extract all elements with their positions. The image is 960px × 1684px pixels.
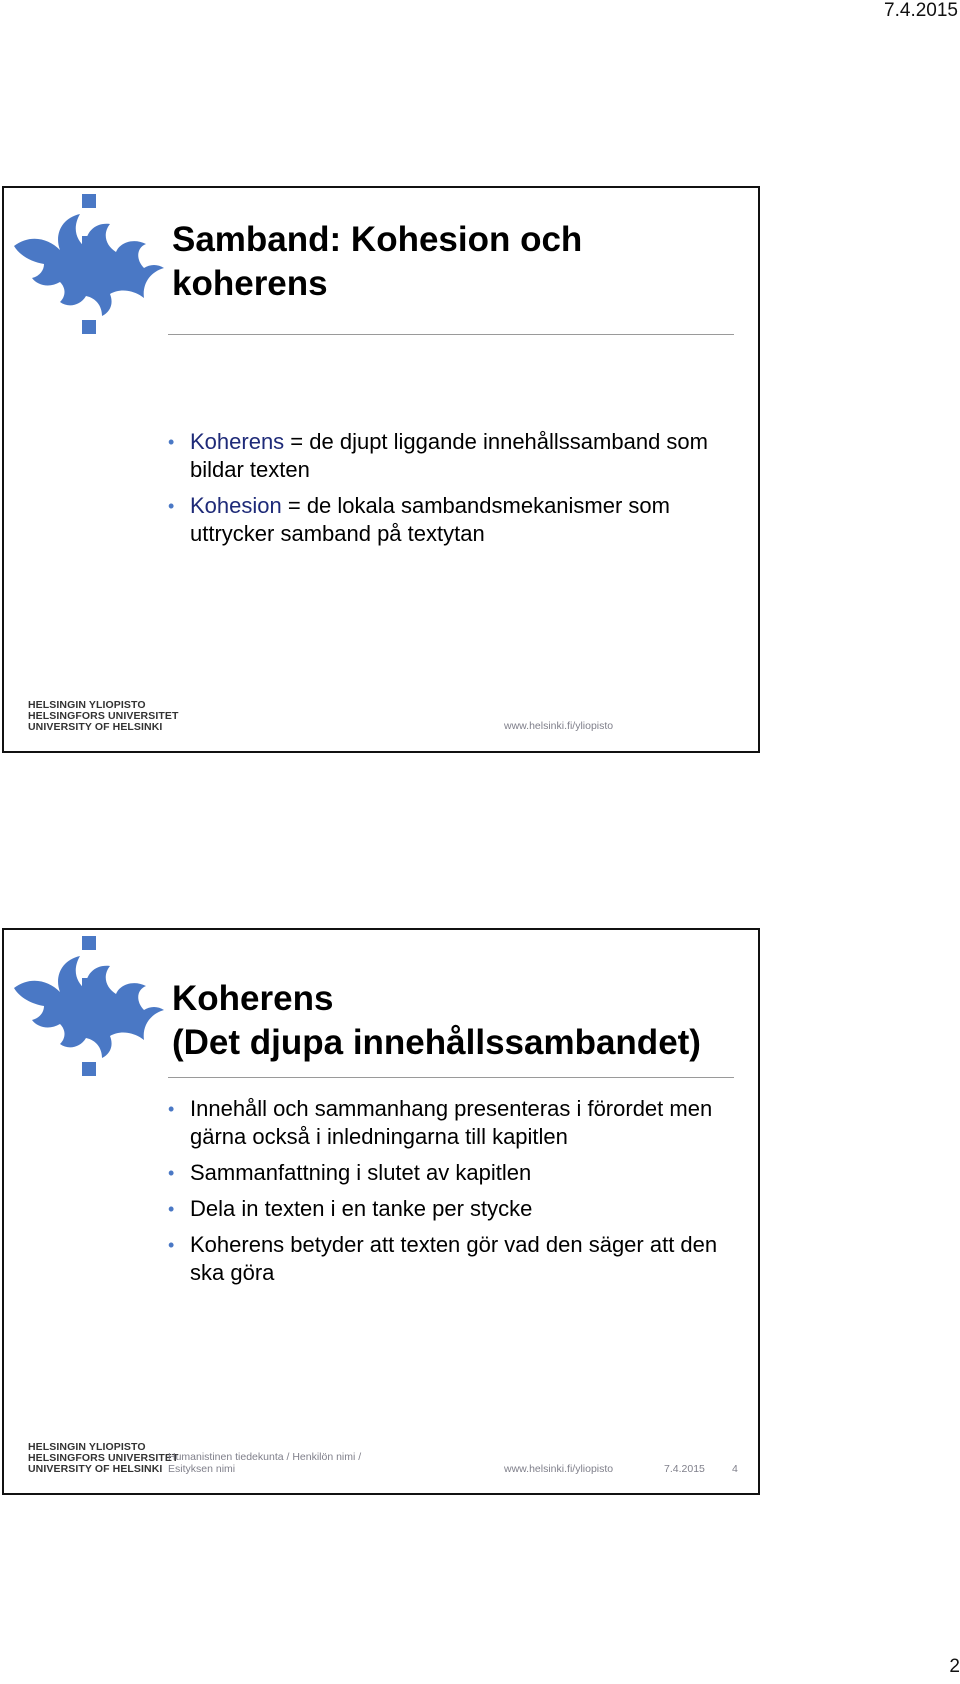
list-item: • Dela in texten i en tanke per stycke [168, 1195, 718, 1223]
university-name-fi: HELSINGIN YLIOPISTO [28, 1441, 146, 1453]
footer-url: www.helsinki.fi/yliopisto [504, 1463, 614, 1475]
university-wordmark [28, 1442, 178, 1475]
bullet-list [168, 1095, 718, 1295]
page-number: 2 [949, 1656, 960, 1677]
slide-title: Samband: Kohesion och koherens [172, 220, 583, 303]
university-name-sv: HELSINGFORS UNIVERSITET [28, 1452, 179, 1464]
list-item: • Innehåll och sammanhang presenteras i förordet men gärna också i inledningarna till kapitlen [168, 1095, 718, 1151]
title-divider [168, 334, 734, 335]
university-name-en: UNIVERSITY OF HELSINKI [28, 1463, 163, 1475]
list-item: • Sammanfattning i slutet av kapitlen [168, 1159, 718, 1187]
list-item [168, 428, 718, 484]
slide-samband [2, 186, 760, 753]
slide-koherens [2, 928, 760, 1495]
university-name-en: UNIVERSITY OF HELSINKI [28, 721, 163, 733]
slide-title-line-2: (Det djupa innehållssambandet) [172, 1023, 701, 1062]
helsinki-flame-logo-icon [10, 194, 166, 338]
list-item: • Koherens betyder att texten gör vad den säger att den ska göra [168, 1231, 718, 1287]
bullet-list [168, 428, 718, 556]
university-name-sv: HELSINGFORS UNIVERSITET [28, 710, 179, 722]
page-date: 7.4.2015 [884, 0, 958, 21]
definition-text: = de lokala sambandsmekanismer som uttrycker samband på textytan [190, 493, 670, 546]
helsinki-flame-logo-icon [10, 936, 166, 1080]
list-item [168, 492, 718, 548]
term-kohesion: Kohesion [190, 493, 282, 518]
footer-date: 7.4.2015 [664, 1463, 705, 1475]
term-koherens: Koherens [190, 429, 285, 454]
footer-course: Humanistinen tiedekunta / Henkilön nimi / Esityksen nimi [168, 1451, 362, 1475]
definition-text: = de djupt liggande innehållssamband som bildar texten [190, 429, 708, 482]
university-wordmark [28, 700, 178, 733]
slide-title [172, 977, 734, 1065]
slide-title-line-1: Koherens [172, 979, 334, 1018]
footer-url: www.helsinki.fi/yliopisto [504, 720, 614, 732]
footer-slide-number: 4 [732, 1463, 738, 1475]
university-name-fi: HELSINGIN YLIOPISTO [28, 699, 146, 711]
title-divider [168, 1077, 734, 1078]
